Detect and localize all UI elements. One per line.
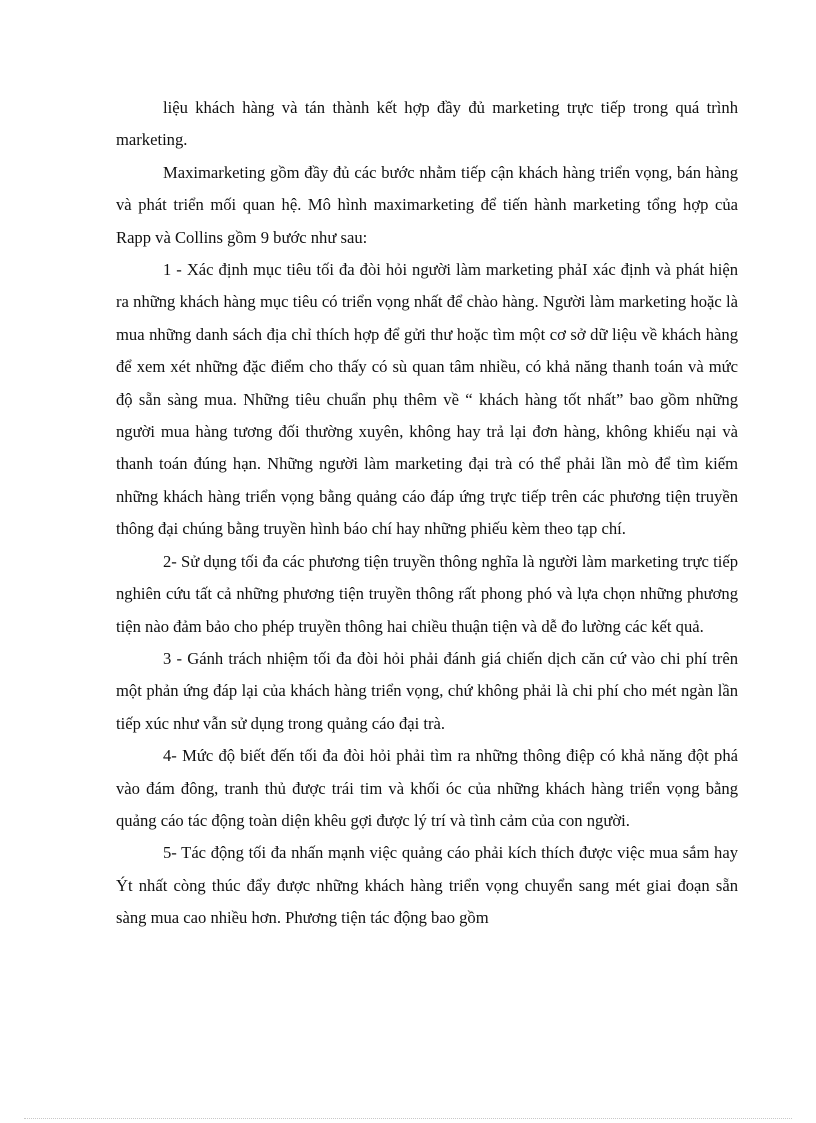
paragraph-5: 3 - Gánh trách nhiệm tối đa đòi hỏi phải đánh giá chiến dịch căn cứ vào chi phí trên một phản ứng đáp lại của khách hàng triển vọng, chứ không phải là chi phí cho mét ngàn lần tiếp xúc như vẫn sử dụng trong quảng cáo đại trà. (116, 648, 738, 733)
paragraph-7: 5- Tác động tối đa nhấn mạnh việc quảng cáo phải kích thích được việc mua sắm hay Ýt nhất còng thúc đẩy được những khách hàng triển vọng chuyển sang mét giai đoạn sẵn sàng mua cao nhiều hơn. Phương tiện tác động bao gồm (116, 843, 738, 928)
paragraph-6: 4- Mức độ biết đến tối đa đòi hỏi phải tìm ra những thông điệp có khả năng đột phá vào đám đông, tranh thủ được trái tim và khối óc của những khách hàng triển vọng bằng quảng cáo tác động toàn diện khêu gợi được lý trí và tình cảm của con người. (116, 746, 738, 830)
document-body (116, 92, 738, 935)
paragraph-3: 1 - Xác định mục tiêu tối đa đòi hỏi người làm marketing phảI xác định và phát hiện ra những khách hàng mục tiêu có triển vọng nhất để chào hàng. Người làm marketing hoặc là mua những danh sách địa chỉ thích hợp để gửi thư hoặc tìm một cơ sở dữ liệu về khách hàng để xem xét những đặc điểm cho thấy có sù quan tâm nhiều, có khả năng thanh toán và mức độ sẵn sàng mua. Những tiêu chuẩn phụ thêm về “ khách hàng tốt nhất” bao gồm những người mua hàng tương đối thường xuyên, không hay trả lại đơn hàng, không khiếu nại và thanh toán đúng hạn. Những người làm marketing đại trà có thể phải lần mò để tìm kiếm những khách hàng triển vọng bằng quảng cáo đáp ứng trực tiếp trên các phương tiện truyền thông đại chúng bằng truyền hình báo chí hay những phiếu kèm theo tạp chí. (116, 260, 738, 539)
paragraph-4: 2- Sử dụng tối đa các phương tiện truyền thông nghĩa là người làm marketing trực tiếp nghiên cứu tất cả những phương tiện truyền thông rất phong phó và lựa chọn những phương tiện nào đảm bảo cho phép truyền thông hai chiều thuận tiện và dễ đo lường các kết quả. (116, 551, 738, 636)
paragraph-1: liệu khách hàng và tán thành kết hợp đầy đủ marketing trực tiếp trong quá trình marketing. (116, 98, 738, 150)
page-bottom-divider (24, 1118, 792, 1119)
paragraph-2: Maximarketing gồm đầy đủ các bước nhằm tiếp cận khách hàng triển vọng, bán hàng và phát triển mối quan hệ. Mô hình maximarketing để tiến hành marketing tổng hợp của Rapp và Collins gồm 9 bước như sau: (116, 162, 738, 247)
